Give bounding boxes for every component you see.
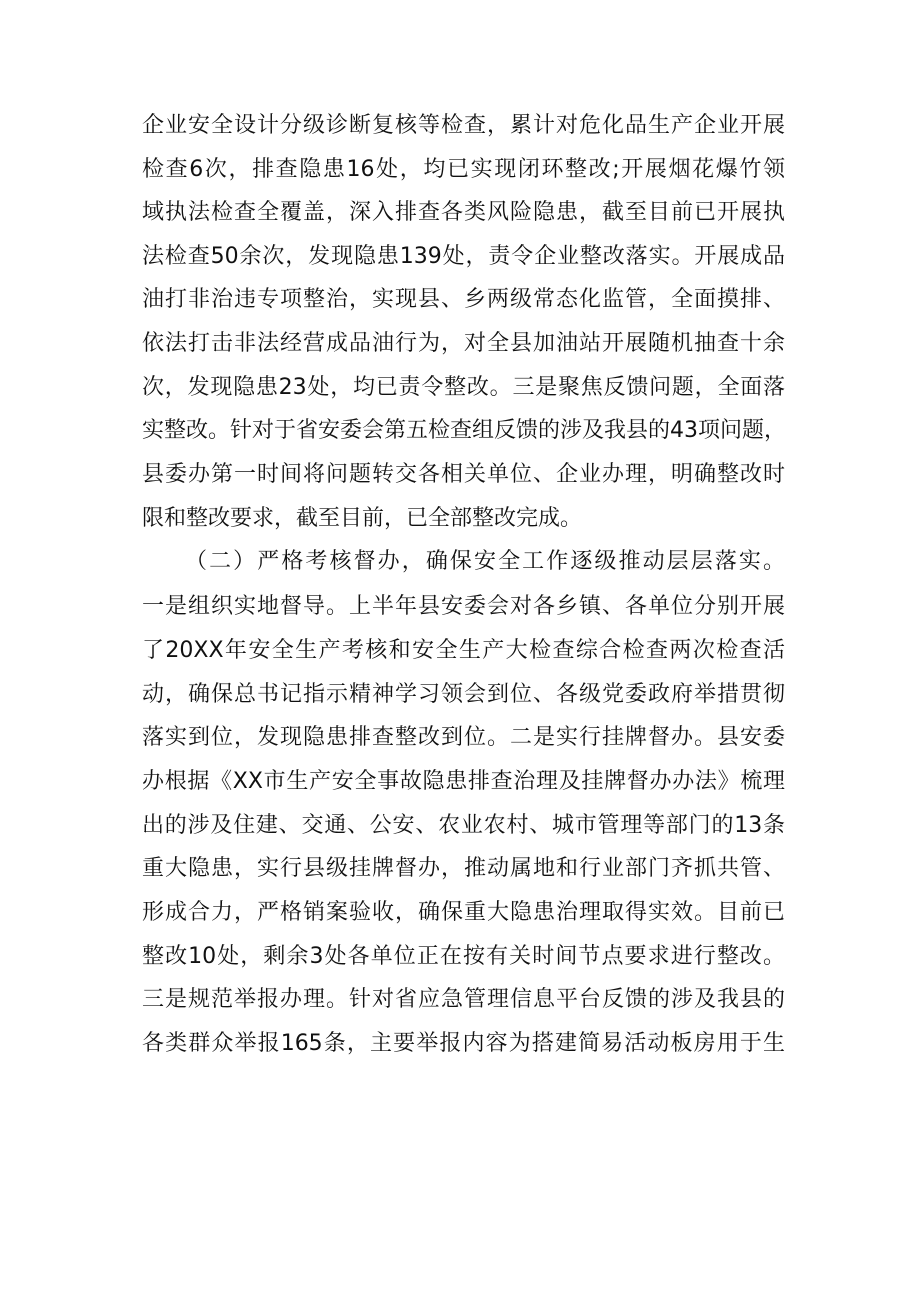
text-line: 域执法检查全覆盖，深入排查各类风险隐患，截至目前已开展执 [142, 200, 785, 225]
text-line: 油打非治违专项整治，实现县、乡两级常态化监管，全面摸排、 [142, 287, 785, 312]
section-heading: （二）严格考核督办，确保安全工作逐级推动层层落实。 [185, 549, 785, 574]
text-line: 形成合力，严格销案验收，确保重大隐患治理取得实效。目前已 [142, 900, 785, 925]
text-line: 检查6次，排查隐患16处，均已实现闭环整改;开展烟花爆竹领 [142, 157, 785, 182]
text-line: 法检查50余次，发现隐患139处，责令企业整改落实。开展成品 [142, 244, 785, 269]
text-line: 出的涉及住建、交通、公安、农业农村、城市管理等部门的13条 [142, 813, 785, 838]
text-line: 限和整改要求，截至目前，已全部整改完成。 [142, 506, 583, 531]
text-line: 了20XX年安全生产考核和安全生产大检查综合检查两次检查活 [142, 638, 785, 663]
text-line: 各类群众举报165条，主要举报内容为搭建简易活动板房用于生 [142, 1031, 785, 1056]
text-line: 一是组织实地督导。上半年县安委会对各乡镇、各单位分别开展 [142, 594, 785, 619]
text-line: 办根据《XX市生产安全事故隐患排查治理及挂牌督办办法》梳理 [142, 769, 785, 794]
text-line: 企业安全设计分级诊断复核等检查，累计对危化品生产企业开展 [142, 113, 785, 138]
text-line: 落实到位，发现隐患排查整改到位。二是实行挂牌督办。县安委 [142, 725, 785, 750]
text-line: 县委办第一时间将问题转交各相关单位、企业办理，明确整改时 [142, 462, 785, 487]
text-line: 依法打击非法经营成品油行为，对全县加油站开展随机抽查十余 [142, 331, 785, 356]
text-line: 次，发现隐患23处，均已责令整改。三是聚焦反馈问题，全面落 [142, 375, 785, 400]
text-line: 实整改。针对于省安委会第五检查组反馈的涉及我县的43项问题， [142, 418, 786, 443]
text-line: 整改10处，剩余3处各单位正在按有关时间节点要求进行整改。 [142, 944, 785, 969]
text-line: 动，确保总书记指示精神学习领会到位、各级党委政府举措贯彻 [142, 682, 785, 707]
text-line: 重大隐患，实行县级挂牌督办，推动属地和行业部门齐抓共管、 [142, 856, 785, 881]
text-line: 三是规范举报办理。针对省应急管理信息平台反馈的涉及我县的 [142, 987, 785, 1012]
